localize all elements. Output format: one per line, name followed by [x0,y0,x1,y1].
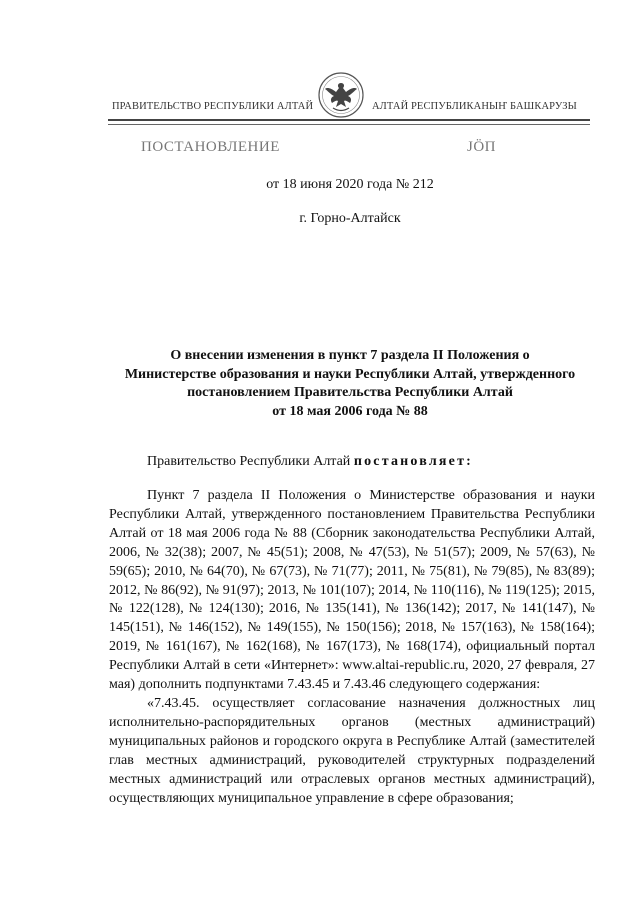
title-line: О внесении изменения в пункт 7 раздела II Положения о [170,348,530,363]
title-line: Министерстве образования и науки Республики Алтай, утвержденного [124,366,576,382]
header-rule-thick [108,119,590,121]
title-line: от 18 мая 2006 года № 88 [272,403,428,419]
doc-type-ru: ПОСТАНОВЛЕНИЕ [141,139,280,155]
body-paragraph: Пункт 7 раздела II Положения о Министерстве образования и науки Республики Алтай, утвержденного постановлением Правительства Республики Алтай от 18 мая 2006 года № 88 (Сборник законодательства Республики Алтай, 2006, № 32(38); 2007, № 45(51); 2008, № 47(53), № 51(57); 2009, № 57(63), № 59(65); 2010, № 64(70), № 67(73), № 71(77); 2011, № 75(81), № 79(85), № 83(89); 2012, № 86(92), № 91(97); 2013, № 101(107); 2014, № 110(116), № 119(125); 2015, № 122(128), № 124(130); 2016, № 135(141), № 136(142); 2017, № 141(147), № 145(151), № 146(152), № 149(155), № 150(156); 2018, № 157(163), № 158(164); 2019, № 161(167), № 162(168), № 167(173), № 168(174), официальный портал Республики Алтай в сети «Интернет»: www.altai-republic.ru, 2020, 27 февраля, 27 мая) дополнить подпунктами 7.43.45 и 7.43.46 следующего содержания: [109,488,595,693]
document-date: от 18 июня 2020 года № 212 [266,177,434,192]
document-title [100,347,600,421]
document-body [109,487,595,808]
title-line: постановлением Правительства Республики Алтай [187,385,513,400]
enactment-prefix: Правительство Республики Алтай [147,454,354,469]
enactment-clause [147,454,473,470]
coat-of-arms-eagle-icon [316,70,366,120]
header-government-name-alt: АЛТАЙ РЕСПУБЛИКАНЫҤ БАШКАРУЗЫ [372,101,577,112]
header-government-name-ru: ПРАВИТЕЛЬСТВО РЕСПУБЛИКИ АЛТАЙ [112,101,314,112]
header-rule-thin [108,124,590,125]
document-city: г. Горно-Алтайск [299,211,401,226]
enactment-verb: постановляет: [353,454,474,469]
body-paragraph: «7.43.45. осуществляет согласование назначения должностных лиц исполнительно-распорядительных органов (местных администраций) муниципальных районов и городского округа в Республике Алтай (заместителей глав местных администраций, руководителей структурных подразделений местных администраций или отраслевых органов местных администраций), осуществляющих муниципальное управление в сфере образования; [109,695,595,806]
doc-type-alt: ЈӦП [467,139,497,155]
